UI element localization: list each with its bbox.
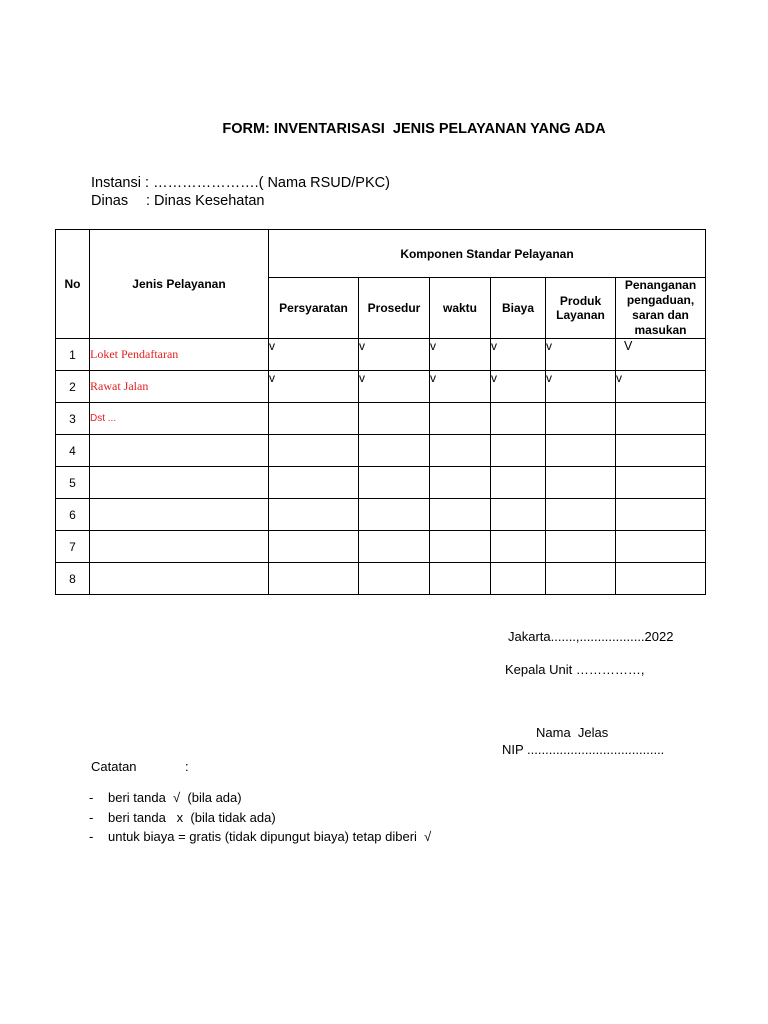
mark-cell[interactable] bbox=[359, 499, 430, 531]
note-text: untuk biaya = gratis (tidak dipungut biaya) tetap diberi √ bbox=[108, 829, 432, 844]
service-name[interactable] bbox=[90, 467, 269, 499]
notes-list bbox=[89, 790, 431, 849]
row-number: 2 bbox=[56, 371, 90, 403]
mark-cell[interactable] bbox=[491, 435, 546, 467]
mark-cell[interactable] bbox=[269, 435, 359, 467]
inventory-table bbox=[55, 229, 706, 595]
dinas-value: : Dinas Kesehatan bbox=[146, 193, 265, 209]
list-item: - beri tanda √ (bila ada) bbox=[89, 790, 242, 805]
mark-cell[interactable] bbox=[546, 435, 616, 467]
mark-cell[interactable] bbox=[430, 531, 491, 563]
mark-cell[interactable] bbox=[359, 563, 430, 595]
signature-nip: NIP ...................................... bbox=[502, 742, 665, 757]
service-name[interactable] bbox=[90, 563, 269, 595]
table-row bbox=[56, 467, 706, 499]
mark-cell[interactable] bbox=[491, 563, 546, 595]
row-number: 3 bbox=[56, 403, 90, 435]
mark-cell[interactable] bbox=[546, 467, 616, 499]
col-no-header: No bbox=[56, 230, 90, 339]
mark-cell[interactable] bbox=[430, 403, 491, 435]
row-number: 8 bbox=[56, 563, 90, 595]
row-number: 6 bbox=[56, 499, 90, 531]
service-name[interactable] bbox=[90, 531, 269, 563]
instansi-line bbox=[91, 175, 390, 191]
notes-label: Catatan bbox=[91, 759, 137, 774]
col-persyaratan-header: Persyaratan bbox=[269, 278, 359, 339]
service-name[interactable] bbox=[90, 499, 269, 531]
instansi-label: Instansi bbox=[91, 175, 141, 191]
note-text: beri tanda x (bila tidak ada) bbox=[108, 809, 276, 825]
col-biaya-header: Biaya bbox=[491, 278, 546, 339]
row-number: 5 bbox=[56, 467, 90, 499]
col-jenis-header: Jenis Pelayanan bbox=[90, 230, 269, 339]
mark-cell[interactable]: v bbox=[430, 371, 491, 403]
mark-cell[interactable] bbox=[269, 499, 359, 531]
row-number: 1 bbox=[56, 339, 90, 371]
mark-cell[interactable] bbox=[616, 403, 706, 435]
table-row bbox=[56, 499, 706, 531]
mark-cell[interactable] bbox=[430, 563, 491, 595]
mark-cell[interactable] bbox=[491, 403, 546, 435]
mark-cell[interactable] bbox=[430, 467, 491, 499]
mark-cell[interactable]: v bbox=[546, 371, 616, 403]
table-row bbox=[56, 371, 706, 403]
dinas-line bbox=[91, 193, 265, 209]
service-name[interactable]: Rawat Jalan bbox=[90, 371, 269, 403]
mark-cell[interactable] bbox=[616, 563, 706, 595]
mark-cell[interactable] bbox=[616, 531, 706, 563]
list-item: - untuk biaya = gratis (tidak dipungut biaya) tetap diberi √ bbox=[89, 829, 432, 844]
mark-cell[interactable] bbox=[269, 563, 359, 595]
mark-cell[interactable]: v bbox=[616, 371, 706, 403]
mark-cell[interactable] bbox=[269, 531, 359, 563]
signature-position: Kepala Unit ……………, bbox=[505, 662, 645, 677]
table-row bbox=[56, 339, 706, 371]
mark-cell[interactable] bbox=[546, 499, 616, 531]
mark-cell[interactable]: v bbox=[430, 339, 491, 371]
mark-cell[interactable] bbox=[491, 499, 546, 531]
mark-cell[interactable] bbox=[546, 531, 616, 563]
mark-cell[interactable] bbox=[616, 499, 706, 531]
mark-cell[interactable] bbox=[616, 467, 706, 499]
mark-cell[interactable] bbox=[359, 435, 430, 467]
mark-cell[interactable]: v bbox=[491, 339, 546, 371]
mark-cell[interactable]: v bbox=[491, 371, 546, 403]
mark-cell[interactable] bbox=[430, 435, 491, 467]
mark-cell[interactable] bbox=[491, 467, 546, 499]
mark-cell[interactable]: v bbox=[359, 371, 430, 403]
row-number: 4 bbox=[56, 435, 90, 467]
mark-cell[interactable] bbox=[269, 403, 359, 435]
table-row bbox=[56, 435, 706, 467]
mark-cell[interactable] bbox=[359, 531, 430, 563]
table-row bbox=[56, 403, 706, 435]
mark-cell[interactable] bbox=[269, 467, 359, 499]
col-waktu-header: waktu bbox=[430, 278, 491, 339]
col-penanganan-header: Penanganan pengaduan, saran dan masukan bbox=[616, 278, 706, 339]
mark-cell[interactable] bbox=[359, 403, 430, 435]
list-item: - beri tanda x (bila tidak ada) bbox=[89, 809, 276, 825]
table-row bbox=[56, 563, 706, 595]
instansi-value: : ………………….( Nama RSUD/PKC) bbox=[145, 175, 390, 191]
signature-place-date: Jakarta.......,..................2022 bbox=[508, 629, 674, 644]
service-name[interactable]: Loket Pendaftaran bbox=[90, 339, 269, 371]
signature-name: Nama Jelas bbox=[536, 725, 609, 740]
notes-colon: : bbox=[185, 759, 189, 774]
service-name[interactable] bbox=[90, 435, 269, 467]
mark-cell[interactable]: v bbox=[269, 371, 359, 403]
group-header: Komponen Standar Pelayanan bbox=[269, 230, 706, 278]
mark-cell[interactable] bbox=[491, 531, 546, 563]
mark-cell[interactable]: V bbox=[616, 339, 706, 371]
col-produk-header: Produk Layanan bbox=[546, 278, 616, 339]
mark-cell[interactable] bbox=[359, 467, 430, 499]
dinas-label: Dinas bbox=[91, 193, 129, 209]
row-number: 7 bbox=[56, 531, 90, 563]
note-text: beri tanda √ (bila ada) bbox=[108, 790, 242, 805]
notes-heading bbox=[91, 759, 189, 774]
table-row bbox=[56, 531, 706, 563]
mark-cell[interactable] bbox=[546, 563, 616, 595]
mark-cell[interactable] bbox=[430, 499, 491, 531]
mark-cell[interactable]: v bbox=[359, 339, 430, 371]
mark-cell[interactable]: v bbox=[269, 339, 359, 371]
table-header-row bbox=[56, 230, 706, 278]
form-title: FORM: INVENTARISASI JENIS PELAYANAN YANG ADA bbox=[222, 121, 606, 137]
mark-cell[interactable] bbox=[616, 435, 706, 467]
mark-cell[interactable]: v bbox=[546, 339, 616, 371]
mark-cell[interactable] bbox=[546, 403, 616, 435]
service-name[interactable]: Dst ... bbox=[90, 403, 269, 435]
col-prosedur-header: Prosedur bbox=[359, 278, 430, 339]
